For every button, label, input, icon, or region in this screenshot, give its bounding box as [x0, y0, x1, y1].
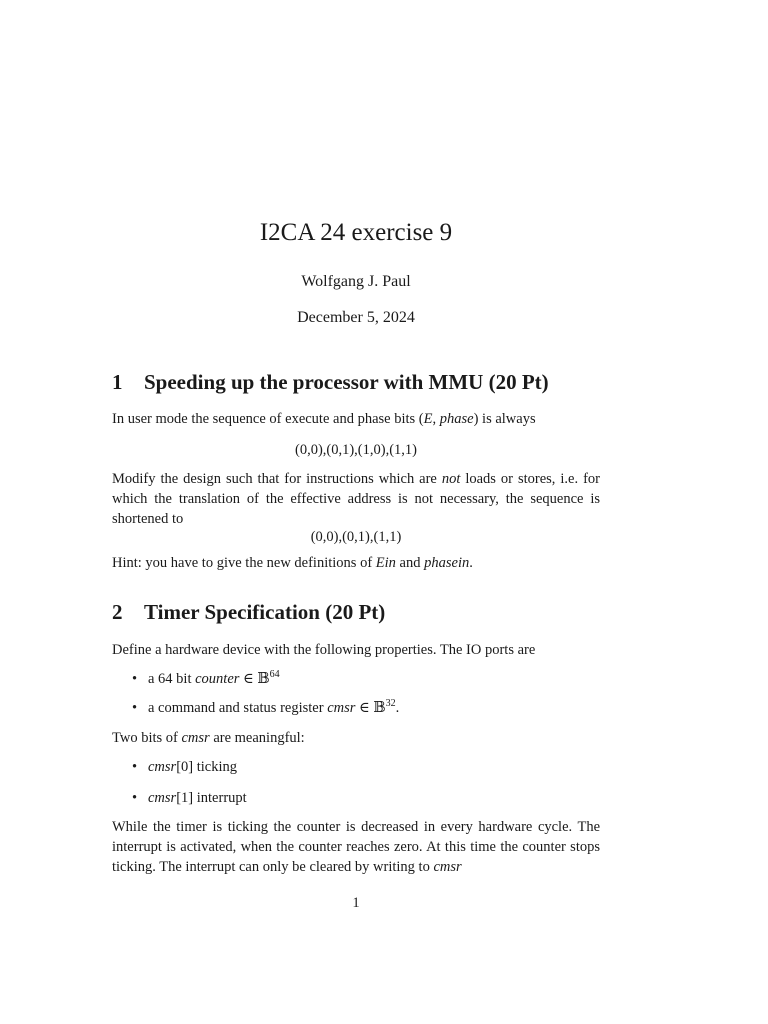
port-text: a command and status register [148, 700, 328, 716]
intro-text: In user mode the sequence of execute and phase bits ( [112, 411, 424, 427]
var-Ein: Ein [375, 555, 396, 571]
author-name: Wolfgang J. Paul [301, 273, 411, 290]
paper-title: I2CA 24 exercise 9 [259, 219, 453, 246]
emph-not: not [441, 471, 461, 487]
var-E: E [423, 411, 433, 427]
section-1-modify [112, 469, 600, 529]
section-1-hint [112, 553, 600, 573]
var-cmsr: cmsr [148, 759, 177, 775]
section-1-heading [112, 368, 549, 396]
modify-post: loads or stores, i.e. for which the translation of the effective address is not necessary, the sequence is shortened to [112, 471, 600, 527]
bit-index: [0] [176, 759, 194, 775]
page-number: 1 [352, 895, 360, 911]
section-2-intro: Define a hardware device with the following properties. The IO ports are [112, 642, 536, 658]
bit-label: ticking [193, 759, 238, 775]
set-B: 𝔹 [257, 671, 270, 687]
bits-intro [112, 728, 600, 748]
bullet-item [132, 698, 399, 718]
hint-end: . [469, 555, 473, 571]
var-cmsr: cmsr [433, 859, 462, 875]
port-post: . [395, 700, 400, 716]
bits-post: are meaningful: [209, 730, 305, 746]
var-phasein: phasein [424, 555, 470, 571]
hint-and: and [395, 555, 425, 571]
section-1-title: Speeding up the processor with MMU (20 Pt) [144, 370, 549, 394]
section-1-intro [112, 409, 600, 429]
exponent: 64 [269, 669, 280, 681]
element-of: ∈ [355, 700, 374, 716]
var-cmsr: cmsr [181, 730, 210, 746]
bullet-item [132, 788, 247, 808]
bullet-dot: • [132, 671, 138, 687]
sequence-short: (0,0),(0,1),(1,1) [310, 529, 402, 545]
var-phase: phase [439, 411, 474, 427]
bullet-dot: • [132, 759, 138, 775]
var-cmsr: cmsr [327, 700, 356, 716]
intro-comma: , [432, 411, 440, 427]
bullet-item [132, 757, 237, 777]
bit-index: [1] [176, 790, 194, 806]
timer-text: While the timer is ticking the counter is decreased in every hardware cycle. The interrupt is activated, when the counter reaches zero. At this time the counter stops ticking. The interrupt can only be cleared by writing to [112, 819, 600, 875]
element-of: ∈ [239, 671, 258, 687]
section-1-number: 1 [112, 370, 123, 394]
modify-pre: Modify the design such that for instructions which are [112, 471, 442, 487]
hint-pre: Hint: you have to give the new definitions of [112, 555, 376, 571]
paper-date: December 5, 2024 [297, 309, 415, 326]
bits-pre: Two bits of [112, 730, 182, 746]
timer-description [112, 817, 600, 877]
bit-label: interrupt [193, 790, 247, 806]
var-counter: counter [195, 671, 240, 687]
var-cmsr: cmsr [148, 790, 177, 806]
section-2-title: Timer Specification (20 Pt) [144, 600, 386, 624]
set-B: 𝔹 [373, 700, 386, 716]
bullet-dot: • [132, 700, 138, 716]
bullet-dot: • [132, 790, 138, 806]
exponent: 32 [385, 698, 396, 710]
bullet-item [132, 669, 280, 689]
intro-end: ) is always [473, 411, 536, 427]
port-text: a 64 bit [148, 671, 196, 687]
section-2-number: 2 [112, 600, 123, 624]
section-2-heading [112, 598, 385, 626]
sequence-full: (0,0),(0,1),(1,0),(1,1) [294, 442, 417, 458]
